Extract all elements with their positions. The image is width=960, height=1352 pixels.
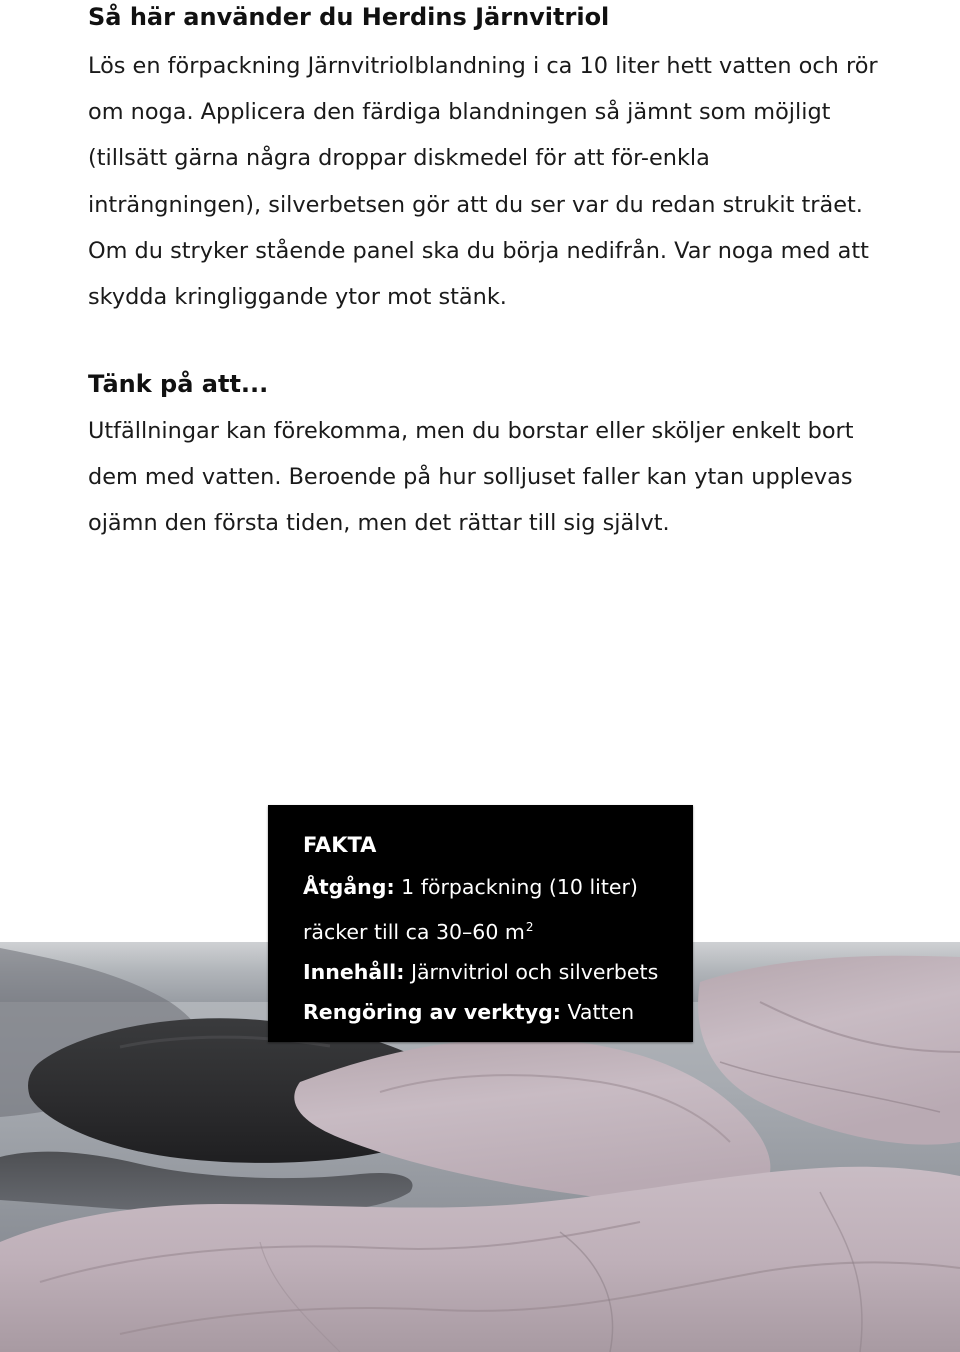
usage-section — [88, 0, 888, 320]
fakta-title: FAKTA — [303, 833, 377, 857]
innehall-value: Järnvitriol och silverbets — [410, 960, 659, 984]
atgang-value: 1 förpackning (10 liter) — [401, 875, 638, 899]
usage-paragraph: Lös en förpackning Järnvitriolblandning i ca 10 liter hett vatten och rör om noga. Applicera den färdiga blandningen så jämnt som möjligt (tillsätt gärna några droppar diskmedel för att för-enkla inträngningen), silverbetsen gör att du ser var du redan strukit träet. Om du stryker stående panel ska du börja nedifrån. Var noga med att skydda kringliggande ytor mot stänk. — [88, 53, 878, 311]
fakta-box — [268, 805, 693, 1042]
coverage-text: räcker till ca 30–60 m — [303, 920, 525, 944]
fakta-innehall-line — [303, 952, 673, 992]
usage-heading: Så här använder du Herdins Järnvitriol — [88, 3, 610, 31]
coverage-superscript: 2 — [525, 920, 534, 934]
innehall-label: Innehåll: — [303, 960, 405, 984]
fakta-atgang-line — [303, 867, 673, 907]
tips-heading: Tänk på att... — [88, 370, 269, 398]
rengoring-label: Rengöring av verktyg: — [303, 1000, 561, 1024]
rengoring-value: Vatten — [567, 1000, 635, 1024]
fakta-rengoring-line — [303, 992, 673, 1032]
tips-section — [88, 367, 888, 547]
fakta-coverage-line — [303, 907, 673, 952]
atgang-label: Åtgång: — [303, 875, 395, 899]
tips-paragraph: Utfällningar kan förekomma, men du borstar eller sköljer enkelt bort dem med vatten. Beroende på hur solljuset faller kan ytan upplevas ojämn den första tiden, men det rättar till sig självt. — [88, 418, 854, 537]
